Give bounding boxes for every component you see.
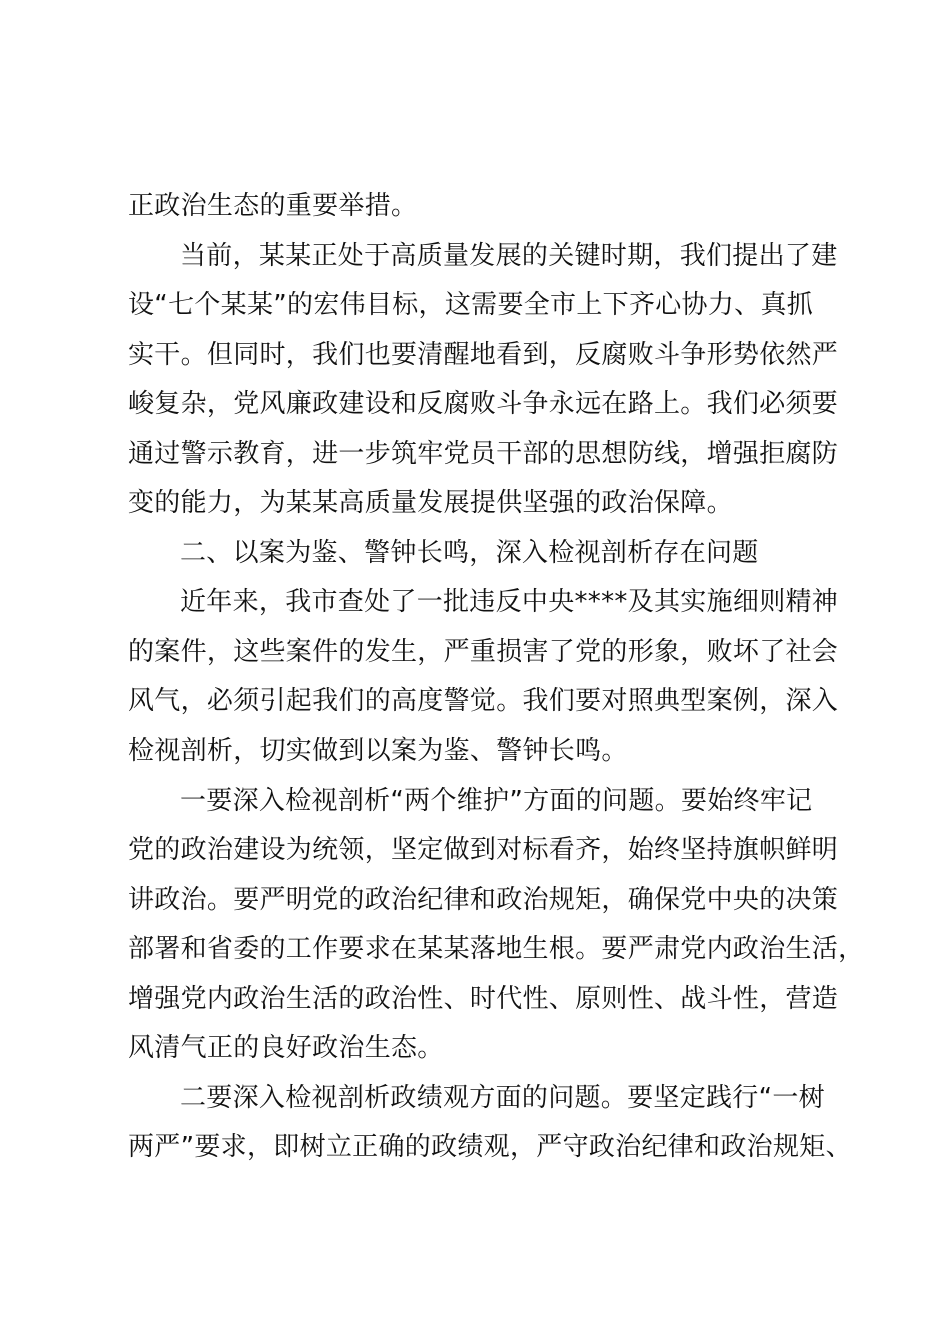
text-line: 峻复杂，党风廉政建设和反腐败斗争永远在路上。我们必须要 [128,389,839,420]
text-line-paragraph-start: 二要深入检视剖析政绩观方面的问题。要坚定践行“一树 [180,1082,825,1113]
body-text [128,182,865,1173]
text-line-continuation: 正政治生态的重要举措。 [128,191,418,221]
section-heading: 二、以案为鉴、警钟长鸣，深入检视剖析存在问题 [180,537,759,568]
text-line: 风气，必须引起我们的高度警觉。我们要对照典型案例，深入 [128,686,839,717]
text-line: 检视剖析，切实做到以案为鉴、警钟长鸣。 [128,736,628,767]
text-line-paragraph-start: 当前，某某正处于高质量发展的关键时期，我们提出了建 [180,240,838,271]
text-line-paragraph-start: 近年来，我市查处了一批违反中央****及其实施细则精神 [180,587,839,618]
text-line: 部署和省委的工作要求在某某落地生根。要严肃党内政治生活， [128,934,865,965]
text-line: 增强党内政治生活的政治性、时代性、原则性、战斗性，营造 [128,983,839,1014]
text-line-paragraph-start: 一要深入检视剖析“两个维护”方面的问题。要始终牢记 [180,785,813,816]
text-line: 的案件，这些案件的发生，严重损害了党的形象，败坏了社会 [128,636,839,667]
text-line: 两严”要求，即树立正确的政绩观，严守政治纪律和政治规矩、 [128,1132,852,1163]
text-line: 通过警示教育，进一步筑牢党员干部的思想防线，增强拒腐防 [128,438,839,469]
text-line: 设“七个某某”的宏伟目标，这需要全市上下齐心协力、真抓 [128,290,814,321]
text-line: 实干。但同时，我们也要清醒地看到，反腐败斗争形势依然严 [128,339,839,370]
text-line: 风清气正的良好政治生态。 [128,1033,444,1064]
text-line: 讲政治。要严明党的政治纪律和政治规矩，确保党中央的决策 [128,884,839,915]
text-line: 党的政治建设为统领，坚定做到对标看齐，始终坚持旗帜鲜明 [128,835,839,866]
text-line: 变的能力，为某某高质量发展提供坚强的政治保障。 [128,488,733,519]
